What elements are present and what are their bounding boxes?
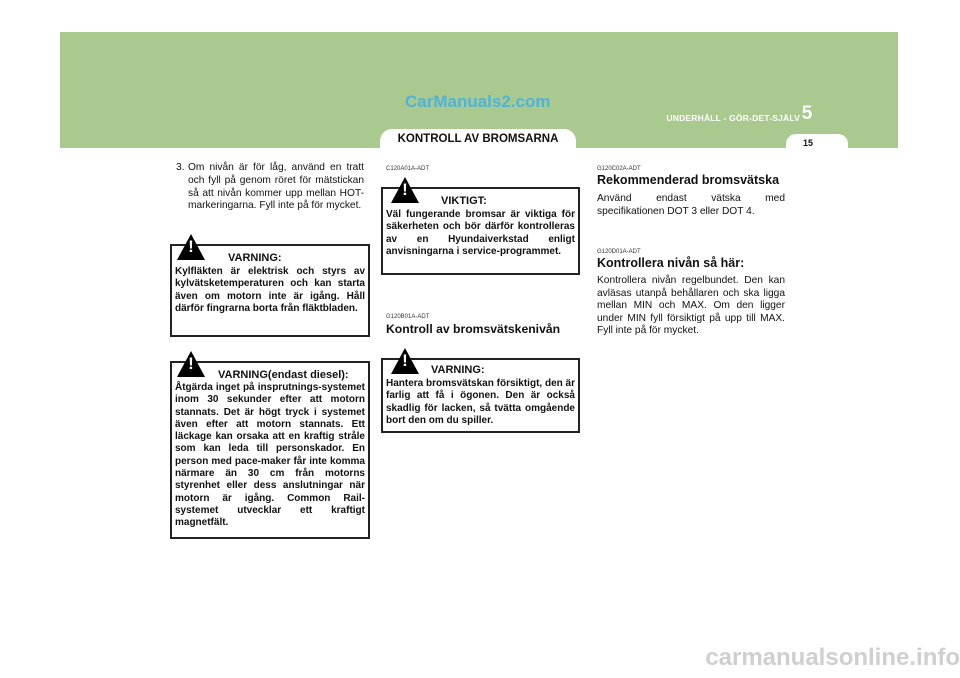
body-paragraph: Använd endast vätska med specifikationen DOT 3 eller DOT 4. xyxy=(597,193,785,217)
section-heading: Rekommenderad bromsvätska xyxy=(597,173,780,187)
section-code: G120B01A-ADT xyxy=(386,314,430,320)
warning-box-diesel xyxy=(170,354,370,539)
warning-title: VARNING: xyxy=(431,364,485,376)
warning-box-fan xyxy=(170,237,370,337)
exclamation-icon: ! xyxy=(188,237,194,256)
section-heading: Kontroll av bromsvätskenivån xyxy=(386,322,561,336)
body-paragraph: Kontrollera nivån regelbundet. Den kan avläsas utanpå behållaren och ska ligga mellan MIN och MAX. Om den ligger under MIN fyll försiktigt på upp till MAX. Fyll inte på för mycket. xyxy=(597,275,785,337)
caution-title: VIKTIGT: xyxy=(441,195,487,207)
warning-text: Hantera bromsvätskan försiktigt, den är farlig att få i ögonen. Den är också skadlig för lacken, så tvätta omgående bort den om du spiller. xyxy=(386,378,575,426)
top-watermark[interactable]: CarManuals2.com xyxy=(405,92,551,111)
caution-box-brakes xyxy=(381,180,580,275)
page-number: 15 xyxy=(802,138,813,148)
bottom-watermark[interactable]: carmanualsonline.info xyxy=(705,644,960,671)
exclamation-icon: ! xyxy=(188,354,194,373)
instruction-step-3 xyxy=(176,162,364,213)
warning-text: Kylfläkten är elektrisk och styrs av kylvätsketemperaturen och kan starta även om motorn inte är igång. Håll därför fingrarna borta från fläktbladen. xyxy=(175,266,365,314)
section-code: G120D01A-ADT xyxy=(597,249,641,255)
chapter-number: 5 xyxy=(801,103,813,124)
section-code: G120C02A-ADT xyxy=(597,166,641,172)
step-text: Om nivån är för låg, använd en tratt och fyll på genom röret för mätstickan så att nivån kommer upp mellan HOT-markeringarna. Fyll inte på för mycket. xyxy=(188,162,364,212)
warning-box-brake-fluid xyxy=(381,351,580,433)
warning-title: VARNING: xyxy=(228,252,282,264)
exclamation-icon: ! xyxy=(402,180,408,199)
section-title: KONTROLL AV BROMSARNA xyxy=(397,133,559,145)
step-number: 3. xyxy=(176,162,185,173)
section-code: C120A01A-ADT xyxy=(386,166,430,172)
warning-title: VARNING(endast diesel): xyxy=(218,369,349,381)
warning-text: Åtgärda inget på insprutnings-systemet inom 30 sekunder efter att motorn stannats. Det är högt tryck i systemet även efter att motorn stannats. Ett läckage kan orsaka att en kraftig stråle som kan leda till personskador. En person med pace-maker får inte komma närmare än 30 cm från motorns styrenhet eller dess anslutningar när motorn är igång. Common Rail-systemet utvecklar ett kraftigt magnetfält. xyxy=(175,382,365,529)
exclamation-icon: ! xyxy=(402,351,408,370)
section-heading: Kontrollera nivån så här: xyxy=(597,256,745,270)
caution-text: Väl fungerande bromsar är viktiga för säkerheten och bör därför kontrolleras av en Hyundaiverkstad enligt anvisningarna i service-programmet. xyxy=(386,209,575,257)
chapter-title: UNDERHÅLL - GÖR-DET-SJÄLV xyxy=(666,113,800,123)
